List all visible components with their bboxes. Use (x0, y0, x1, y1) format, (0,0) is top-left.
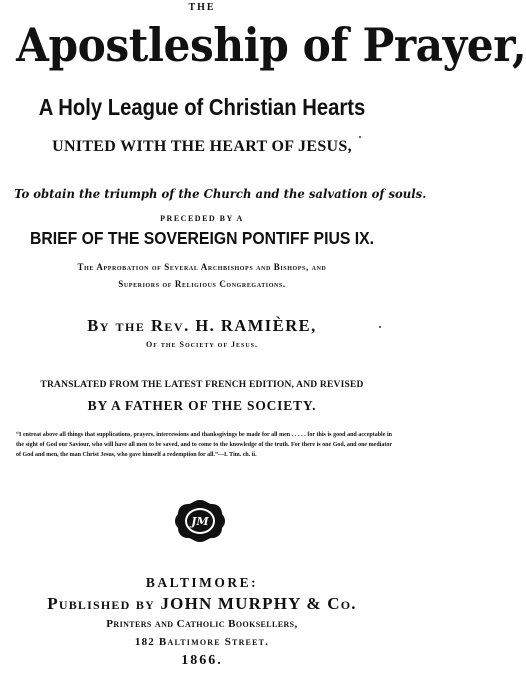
united-line: UNITED WITH THE HEART OF JESUS, (52, 138, 352, 155)
approbation-line-2: Superiors of Religious Congregations. (118, 279, 286, 289)
book-title: Apostleship of Prayer, (16, 18, 526, 72)
papal-brief-line: BRIEF OF THE SOVEREIGN PONTIFF PIUS IX. (30, 228, 374, 248)
title-article: THE (188, 2, 216, 13)
author-society: Of the Society of Jesus. (145, 340, 259, 349)
imprint-printers: Printers and Catholic Booksellers, (106, 618, 298, 630)
reviser-line: BY A FATHER OF THE SOCIETY. (87, 398, 317, 413)
approbation-line-1: The Approbation of Several Archbishops and Bishops, and (77, 262, 327, 272)
seal-monogram: JM (191, 515, 209, 528)
author-line: By the Rev. H. RAMIÈRE, (87, 316, 317, 335)
epigraph-quote: “I entreat above all things that supplications, prayers, intercessions and thanksgivings be made for all men . . . . . for this is good and acceptable in the sight of God our Saviour, who will have all men to be saved, and to come to the knowledge of the truth. For there is one God, and one mediator of God and men, the man Christ Jesus, who gave himself a redemption for all.”—I. Tim. ch. ii. (16, 432, 392, 458)
book-subtitle: A Holy League of Christian Hearts (38, 94, 366, 120)
publisher-seal-icon (172, 498, 228, 544)
purpose-line: To obtain the triumph of the Church and the salvation of souls. (14, 186, 427, 201)
imprint-publisher: Published by JOHN MURPHY & Co. (47, 594, 357, 613)
imprint-city: BALTIMORE: (145, 575, 259, 590)
translation-note: TRANSLATED FROM THE LATEST FRENCH EDITION, AND REVISED (40, 380, 364, 390)
imprint-year: 1866. (181, 653, 223, 668)
imprint-address: 182 Baltimore Street. (134, 636, 270, 648)
print-speck (359, 136, 361, 138)
print-speck (379, 326, 381, 328)
preceded-by-line: PRECEDED BY A (160, 214, 244, 223)
